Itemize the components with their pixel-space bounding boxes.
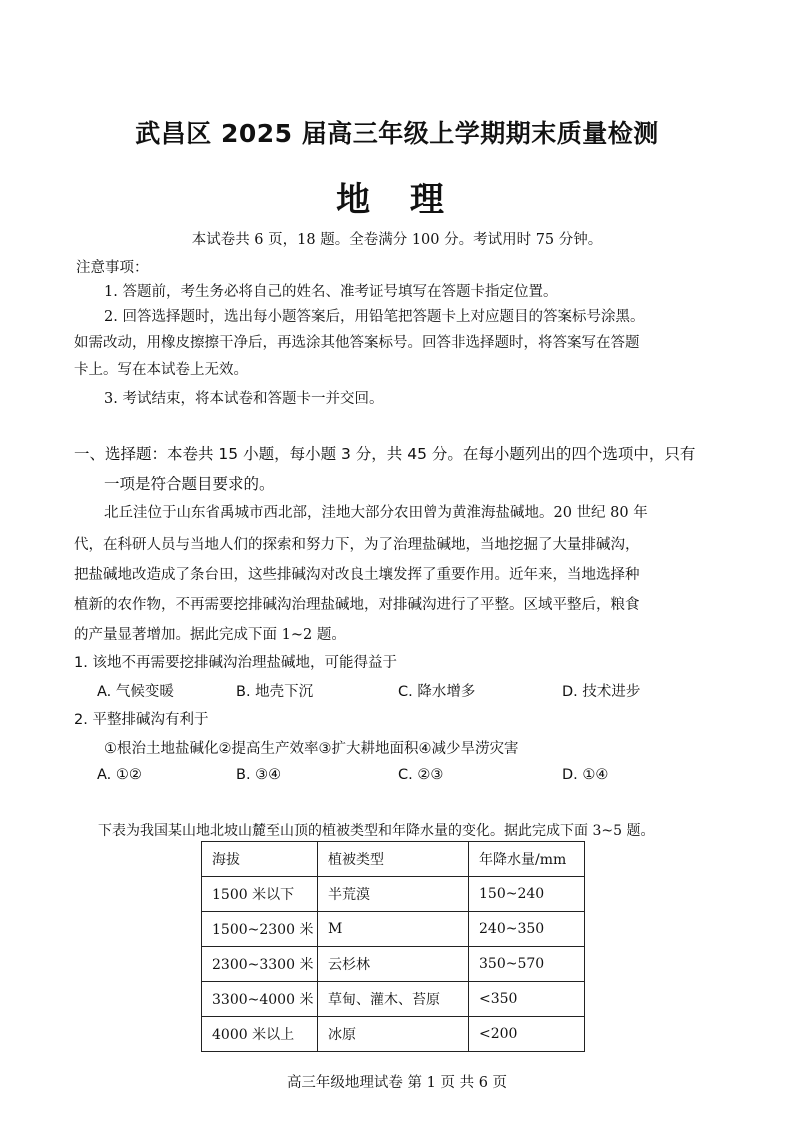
page-footer: 高三年级地理试卷 第 1 页 共 6 页 xyxy=(286,1075,508,1091)
notice-item-1: 1. 答题前，考生务必将自己的姓名、准考证号填写在答题卡指定位置。 xyxy=(104,284,558,300)
table-row xyxy=(202,912,585,947)
question-1-option-d: D. 技术进步 xyxy=(562,684,641,700)
exam-info: 本试卷共 6 页，18 题。全卷满分 100 分。考试用时 75 分钟。 xyxy=(191,232,603,248)
table-cell: 150~240 xyxy=(469,877,585,912)
question-1-stem: 1. 该地不再需要挖排碱沟治理盐碱地，可能得益于 xyxy=(74,655,397,671)
question-2-statements: ①根治土地盐碱化②提高生产效率③扩大耕地面积④减少旱涝灾害 xyxy=(104,741,519,757)
vegetation-table xyxy=(201,841,585,1052)
table-row xyxy=(202,877,585,912)
question-2-stem: 2. 平整排碱沟有利于 xyxy=(74,712,209,728)
subject-title: 地 理 xyxy=(336,180,458,220)
passage-line: 的产量显著增加。据此完成下面 1~2 题。 xyxy=(74,627,346,643)
table-cell: 4000 米以上 xyxy=(202,1017,318,1052)
table-cell: <350 xyxy=(469,982,585,1017)
question-1-option-a: A. 气候变暖 xyxy=(97,684,174,700)
table-row xyxy=(202,947,585,982)
question-1-option-b: B. 地壳下沉 xyxy=(236,684,314,700)
exam-title: 武昌区 2025 届高三年级上学期期末质量检测 xyxy=(135,119,659,148)
table-cell: 3300~4000 米 xyxy=(202,982,318,1017)
section-heading-line-1: 一、选择题：本卷共 15 小题，每小题 3 分，共 45 分。在每小题列出的四个选项中，只有 xyxy=(74,445,696,463)
table-cell: 240~350 xyxy=(469,912,585,947)
passage-line: 植新的农作物，不再需要挖排碱沟治理盐碱地，对排碱沟进行了平整。区域平整后，粮食 xyxy=(74,597,640,613)
question-2-option-c: C. ②③ xyxy=(398,767,444,783)
passage-line: 代，在科研人员与当地人们的探索和努力下，为了治理盐碱地，当地挖掘了大量排碱沟， xyxy=(74,537,640,553)
passage-line: 北丘洼位于山东省禹城市西北部，洼地大部分农田曾为黄淮海盐碱地。20 世纪 80 年 xyxy=(104,505,648,521)
table-cell: 半荒漠 xyxy=(318,877,469,912)
question-2-option-d: D. ①④ xyxy=(562,767,609,783)
notice-item-3: 3. 考试结束，将本试卷和答题卡一并交回。 xyxy=(104,391,384,407)
table-cell: M xyxy=(318,912,469,947)
passage-2-intro: 下表为我国某山地北坡山麓至山顶的植被类型和年降水量的变化。据此完成下面 3~5 题。 xyxy=(98,823,655,839)
table-cell: 草甸、灌木、苔原 xyxy=(318,982,469,1017)
passage-line: 把盐碱地改造成了条台田，这些排碱沟对改良土壤发挥了重要作用。近年来，当地选择种 xyxy=(74,567,640,583)
table-header-row xyxy=(202,842,585,877)
column-header-altitude: 海拔 xyxy=(202,842,318,877)
table-row xyxy=(202,982,585,1017)
question-1-option-c: C. 降水增多 xyxy=(398,684,476,700)
table-cell: <200 xyxy=(469,1017,585,1052)
column-header-vegetation: 植被类型 xyxy=(318,842,469,877)
question-2-option-a: A. ①② xyxy=(97,767,142,783)
table-row xyxy=(202,1017,585,1052)
notice-item-2-line-1: 2. 回答选择题时，选出每小题答案后，用铅笔把答题卡上对应题目的答案标号涂黑。 xyxy=(104,309,645,325)
table-cell: 2300~3300 米 xyxy=(202,947,318,982)
table-cell: 云杉林 xyxy=(318,947,469,982)
notice-item-2-line-3: 卡上。写在本试卷上无效。 xyxy=(74,362,248,378)
table-cell: 1500~2300 米 xyxy=(202,912,318,947)
table-cell: 350~570 xyxy=(469,947,585,982)
notice-heading: 注意事项： xyxy=(76,260,149,276)
question-2-option-b: B. ③④ xyxy=(236,767,282,783)
section-heading-line-2: 一项是符合题目要求的。 xyxy=(104,475,275,493)
column-header-precipitation: 年降水量/mm xyxy=(469,842,585,877)
table-cell: 冰原 xyxy=(318,1017,469,1052)
table-cell: 1500 米以下 xyxy=(202,877,318,912)
notice-item-2-line-2: 如需改动，用橡皮擦擦干净后，再选涂其他答案标号。回答非选择题时，将答案写在答题 xyxy=(74,335,640,351)
